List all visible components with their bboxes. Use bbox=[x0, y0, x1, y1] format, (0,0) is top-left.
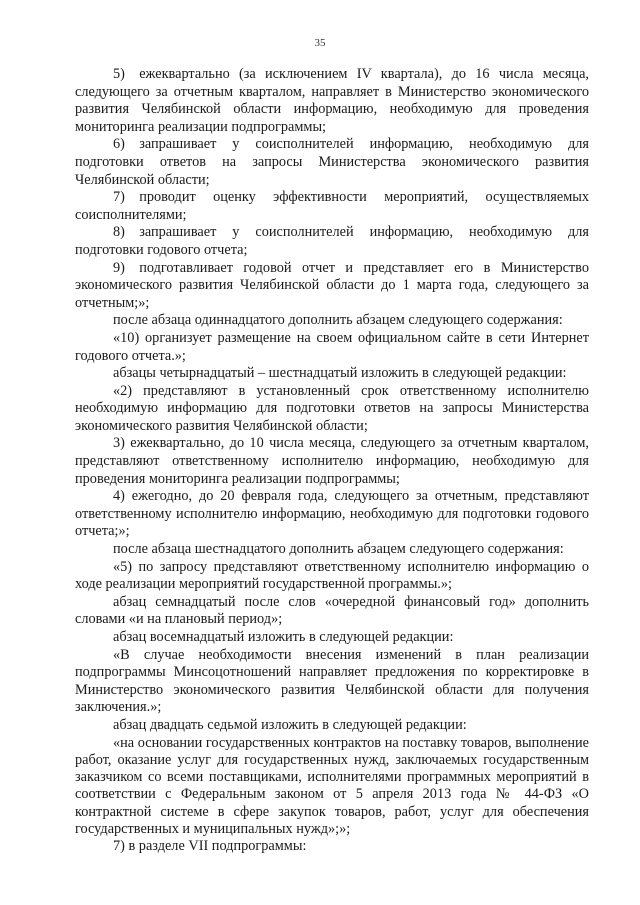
document-body bbox=[75, 66, 589, 856]
paragraph-subitem-2: «2) представляют в установленный срок ответственному исполнителю необходимую информацию для подготовки ответов на запросы Министерства экономического развития Челябинской области; bbox=[75, 382, 589, 434]
page-number: 35 bbox=[314, 37, 326, 49]
paragraph-subitem-4: 4) ежегодно, до 20 февраля года, следующего за отчетным, представляют ответственному исполнителю информацию, необходимую для подготовки годового отчета;»; bbox=[75, 488, 589, 540]
paragraph-item-8: 8) запрашивает у соисполнителей информацию, необходимую для подготовки годового отчета; bbox=[75, 224, 589, 258]
paragraph-amendment-instruction: абзац восемнадцатый изложить в следующей редакции: bbox=[113, 629, 454, 645]
paragraph-item-5: 5) ежеквартально (за исключением IV квартала), до 16 числа месяца, следующего за отчетным кварталом, направляет в Министерство экономического развития Челябинской области информацию, необходимую для проведения мониторинга реализации подпрограммы; bbox=[75, 66, 589, 135]
paragraph-amendment-instruction: абзацы четырнадцатый – шестнадцатый изложить в следующей редакции: bbox=[113, 365, 567, 382]
paragraph-amendment-instruction: после абзаца шестнадцатого дополнить абзацем следующего содержания: bbox=[113, 541, 564, 558]
paragraph-quoted-text: «на основании государственных контрактов на поставку товаров, выполнение работ, оказание услуг для государственных нужд, заключаемых государственным заказчиком со всеми поставщиками, исполнителями программных мероприятий в соответствии с Федеральным законом от 5 апреля 2013 года № 44-ФЗ «О контрактной системе в сфере закупок товаров, работ, услуг для обеспечения государственных и муниципальных нужд»;»; bbox=[75, 734, 589, 838]
paragraph-subitem-3: 3) ежеквартально, до 10 числа месяца, следующего за отчетным кварталом, представляют ответственному исполнителю информацию, необходимую для проведения мониторинга реализации подпрограммы; bbox=[75, 435, 589, 487]
paragraph-item-9: 9) подготавливает годовой отчет и представляет его в Министерство экономического развития Челябинской области до 1 марта года, следующего за отчетным;»; bbox=[75, 259, 589, 311]
paragraph-amendment-instruction: абзац семнадцатый после слов «очередной финансовый год» дополнить словами «и на плановый период»; bbox=[75, 593, 589, 628]
paragraph-amendment-instruction: после абзаца одиннадцатого дополнить абзацем следующего содержания: bbox=[113, 312, 563, 329]
paragraph-item-7: 7) проводит оценку эффективности мероприятий, осуществляемых соисполнителями; bbox=[75, 189, 589, 223]
paragraph-quoted-text: «В случае необходимости внесения изменений в план реализации подпрограммы Минсоцотношений направляет предложения по корректировке в Министерство экономического развития Челябинской области для получения заключения.»; bbox=[75, 646, 589, 716]
paragraph-amendment-instruction: абзац двадцать седьмой изложить в следующей редакции: bbox=[113, 716, 467, 733]
paragraph-section-heading: 7) в разделе VII подпрограммы: bbox=[113, 838, 307, 855]
paragraph-item-6: 6) запрашивает у соисполнителей информацию, необходимую для подготовки ответов на запросы Министерства экономического развития Челябинской области; bbox=[75, 136, 589, 188]
paragraph-item-10: «10) организует размещение на своем официальном сайте в сети Интернет годового отчета.»; bbox=[75, 329, 589, 364]
paragraph-subitem-5: «5) по запросу представляют ответственному исполнителю информацию о ходе реализации мероприятий государственной программы.»; bbox=[75, 558, 589, 593]
